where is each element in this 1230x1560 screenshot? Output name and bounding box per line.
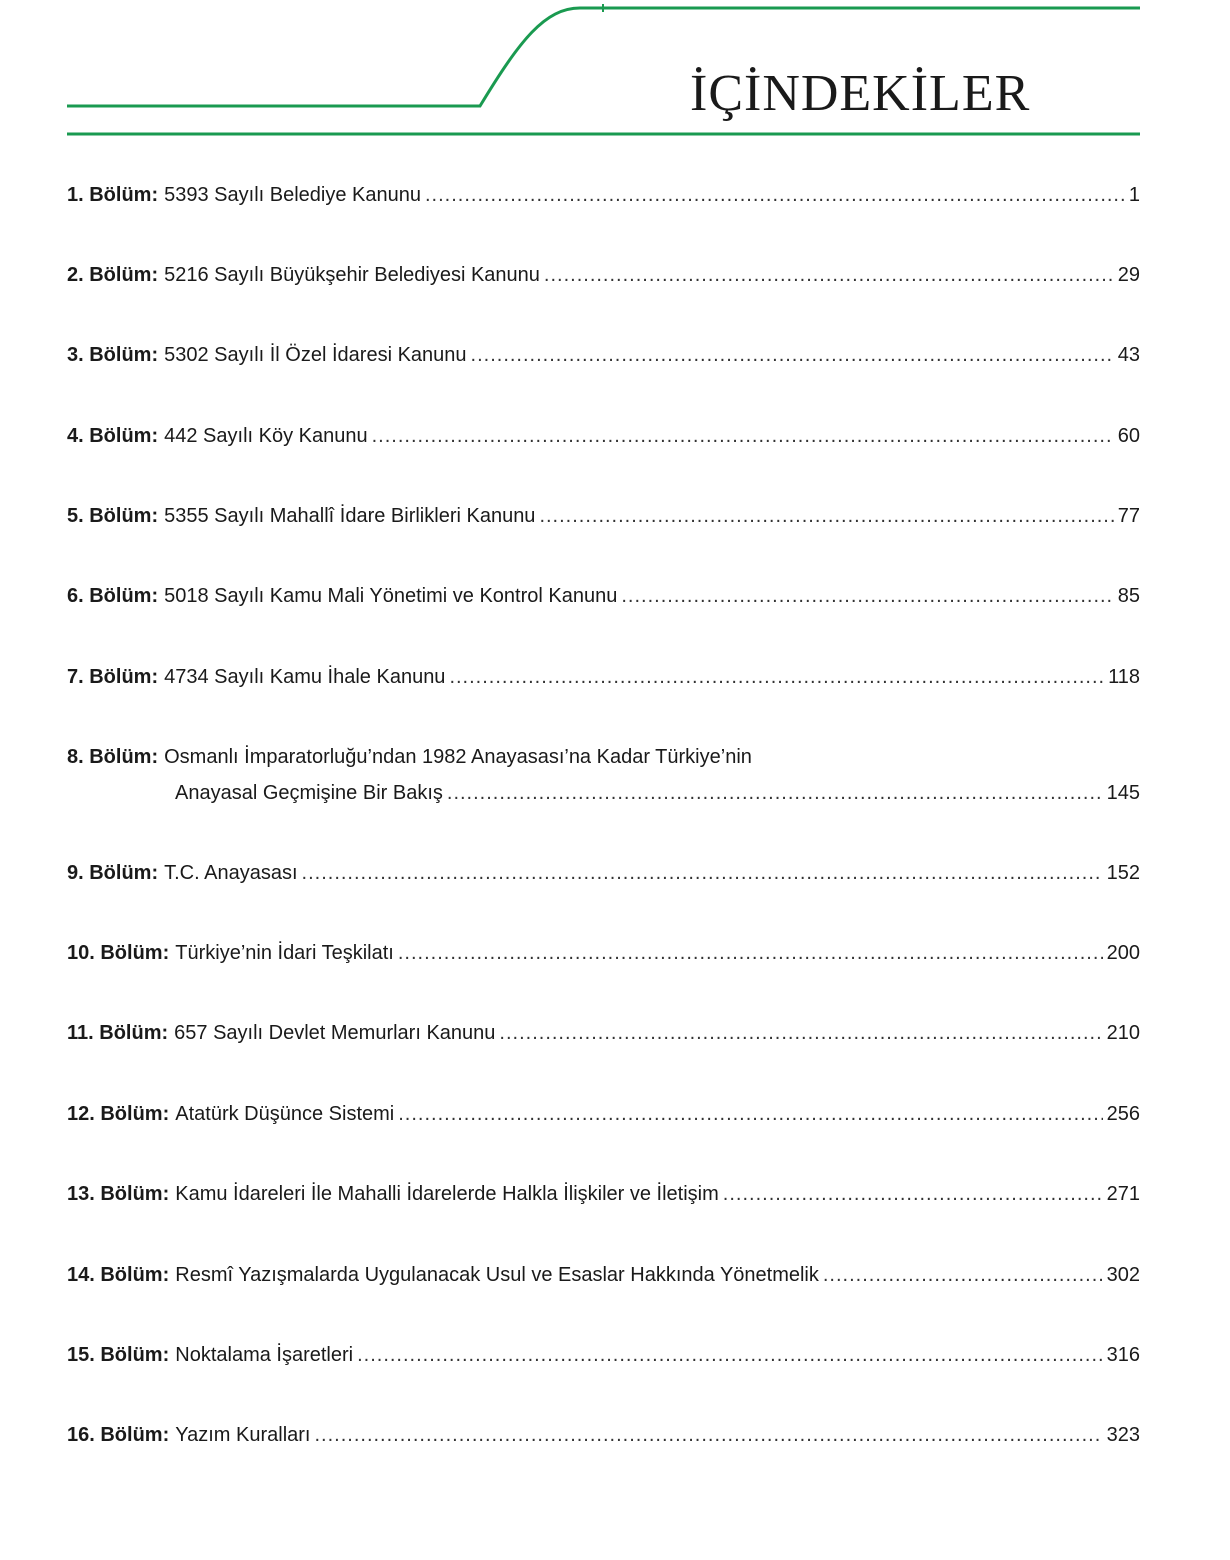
toc-entry[interactable] <box>67 257 1140 293</box>
dot-leader <box>372 418 1114 454</box>
dot-leader <box>302 855 1103 891</box>
chapter-title: 442 Sayılı Köy Kanunu <box>164 425 368 447</box>
chapter-number: 6. Bölüm: <box>67 585 159 607</box>
dot-leader <box>544 257 1114 293</box>
toc-entry[interactable] <box>67 337 1140 373</box>
chapter-title: Osmanlı İmparatorluğu’ndan 1982 Anayasası’na Kadar Türkiye’nin <box>164 746 752 768</box>
toc-entry[interactable] <box>67 1015 1140 1051</box>
toc-entry[interactable] <box>67 659 1140 695</box>
page-number: 316 <box>1106 1344 1140 1366</box>
page-number: 271 <box>1106 1183 1140 1205</box>
dot-leader <box>539 498 1113 534</box>
toc-entry[interactable] <box>67 578 1140 614</box>
chapter-title: 5393 Sayılı Belediye Kanunu <box>164 184 421 206</box>
chapter-number: 2. Bölüm: <box>67 264 159 286</box>
toc-entry[interactable] <box>67 855 1140 891</box>
toc-entry[interactable] <box>67 935 1140 971</box>
toc-entry[interactable] <box>67 1176 1140 1212</box>
page-number: 152 <box>1106 862 1140 884</box>
chapter-title: Kamu İdareleri İle Mahalli İdarelerde Halkla İlişkiler ve İletişim <box>175 1183 719 1205</box>
toc-entry[interactable] <box>67 1257 1140 1293</box>
chapter-title: 4734 Sayılı Kamu İhale Kanunu <box>164 666 446 688</box>
chapter-number: 7. Bölüm: <box>67 666 159 688</box>
chapter-title-continued: Anayasal Geçmişine Bir Bakış <box>175 782 443 804</box>
dot-leader <box>499 1015 1102 1051</box>
page-title: İÇİNDEKİLER <box>690 65 1031 122</box>
page-number: 200 <box>1106 942 1140 964</box>
page-number: 118 <box>1108 666 1140 688</box>
chapter-title: 5302 Sayılı İl Özel İdaresi Kanunu <box>164 344 467 366</box>
chapter-title: Noktalama İşaretleri <box>175 1344 354 1366</box>
chapter-title: Türkiye’nin İdari Teşkilatı <box>175 942 394 964</box>
chapter-number: 3. Bölüm: <box>67 344 159 366</box>
chapter-title: 657 Sayılı Devlet Memurları Kanunu <box>174 1022 496 1044</box>
chapter-number: 15. Bölüm: <box>67 1344 170 1366</box>
page-number: 323 <box>1106 1424 1140 1446</box>
dot-leader <box>425 177 1125 213</box>
page-number: 302 <box>1106 1264 1140 1286</box>
chapter-number: 1. Bölüm: <box>67 184 159 206</box>
chapter-title: T.C. Anayasası <box>164 862 298 884</box>
chapter-number: 13. Bölüm: <box>67 1183 170 1205</box>
chapter-title: 5018 Sayılı Kamu Mali Yönetimi ve Kontrol Kanunu <box>164 585 618 607</box>
toc-entry[interactable] <box>67 418 1140 454</box>
chapter-title: 5355 Sayılı Mahallî İdare Birlikleri Kanunu <box>164 505 536 527</box>
dot-leader <box>471 337 1114 373</box>
chapter-title: Resmî Yazışmalarda Uygulanacak Usul ve Esaslar Hakkında Yönetmelik <box>175 1264 819 1286</box>
dot-leader <box>449 659 1104 695</box>
toc-entry[interactable] <box>67 1417 1140 1453</box>
page-number: 1 <box>1128 184 1140 206</box>
page-number: 256 <box>1106 1103 1140 1125</box>
page-number: 145 <box>1106 782 1140 804</box>
page-number: 29 <box>1117 264 1140 286</box>
dot-leader <box>398 935 1103 971</box>
chapter-number: 16. Bölüm: <box>67 1424 170 1446</box>
dot-leader <box>823 1257 1103 1293</box>
chapter-number: 10. Bölüm: <box>67 942 170 964</box>
chapter-number: 14. Bölüm: <box>67 1264 170 1286</box>
chapter-title: 5216 Sayılı Büyükşehir Belediyesi Kanunu <box>164 264 540 286</box>
dot-leader <box>314 1417 1102 1453</box>
dot-leader <box>621 578 1113 614</box>
page-number: 60 <box>1117 425 1140 447</box>
dot-leader <box>357 1337 1103 1373</box>
page-number: 77 <box>1117 505 1140 527</box>
chapter-number: 4. Bölüm: <box>67 425 159 447</box>
header-decorative-lines <box>0 0 1230 150</box>
dot-leader <box>723 1176 1103 1212</box>
chapter-title: Atatürk Düşünce Sistemi <box>175 1103 395 1125</box>
chapter-title: Yazım Kuralları <box>175 1424 311 1446</box>
chapter-number: 9. Bölüm: <box>67 862 159 884</box>
toc-entry[interactable] <box>67 1337 1140 1373</box>
dot-leader <box>398 1096 1102 1132</box>
page-number: 210 <box>1106 1022 1140 1044</box>
toc-entry[interactable] <box>67 1096 1140 1132</box>
chapter-number: 5. Bölüm: <box>67 505 159 527</box>
toc-entry[interactable] <box>67 739 1140 811</box>
chapter-number: 11. Bölüm: <box>67 1022 169 1044</box>
chapter-number: 8. Bölüm: <box>67 746 159 768</box>
page-number: 43 <box>1117 344 1140 366</box>
chapter-number: 12. Bölüm: <box>67 1103 170 1125</box>
dot-leader <box>447 775 1103 811</box>
toc-entry[interactable] <box>67 498 1140 534</box>
page-header <box>0 0 1230 150</box>
page-number: 85 <box>1117 585 1140 607</box>
toc-entry[interactable] <box>67 177 1140 213</box>
